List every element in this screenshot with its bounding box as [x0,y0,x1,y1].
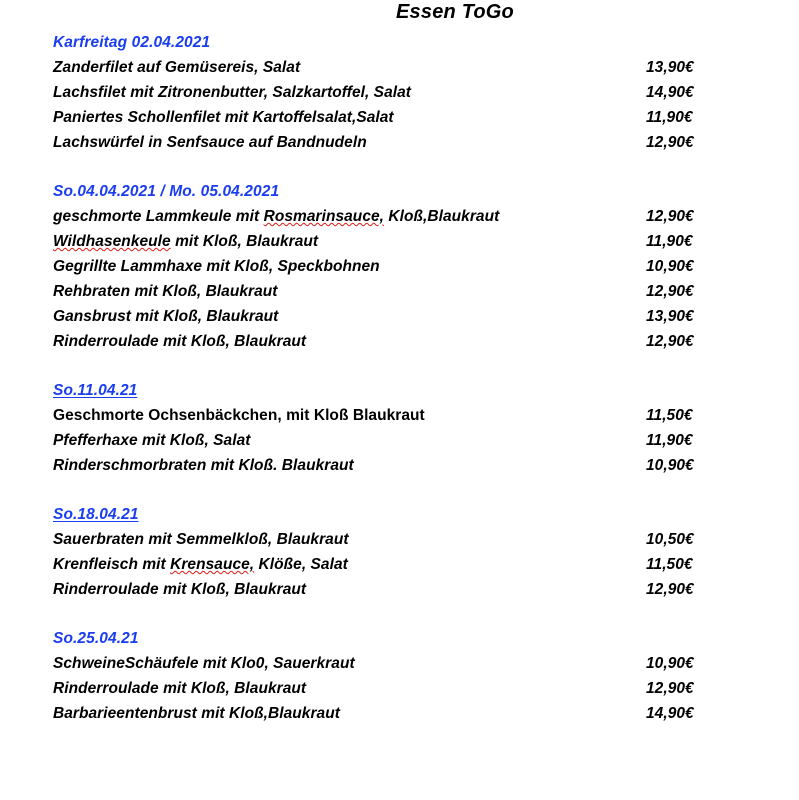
menu-section [53,179,747,354]
menu-item-row [53,279,747,304]
spellcheck-underlined-word: Wildhasenkeule [53,233,171,250]
menu-item-row [53,403,747,428]
menu-section [53,30,747,155]
section-date-header: So.04.04.2021 / Mo. 05.04.2021 [53,183,280,200]
menu-item-price: 11,50€ [646,556,693,573]
menu-item-price: 11,90€ [646,233,693,250]
menu-item-name: Gegrillte Lammhaxe mit Kloß, Speckbohnen [53,258,380,275]
section-date-header: So.25.04.21 [53,630,139,647]
section-items [53,651,747,726]
menu-item-row [53,204,747,229]
page-title: Essen ToGo [396,1,514,23]
menu-item-price: 10,90€ [646,457,694,474]
menu-item-row [53,130,747,155]
menu-item-price: 13,90€ [646,59,694,76]
menu-item-price: 12,90€ [646,283,694,300]
menu-item-row [53,577,747,602]
menu-item-name: Paniertes Schollenfilet mit Kartoffelsalat,Salat [53,109,394,126]
menu-item-row [53,552,747,577]
menu-item-name: Zanderfilet auf Gemüsereis, Salat [53,59,301,76]
menu-item-name: SchweineSchäufele mit Klo0, Sauerkraut [53,655,355,672]
menu-item-row [53,254,747,279]
menu-sections-container [53,30,747,726]
menu-item-name-segment: mit Kloß, Blaukraut [170,233,319,250]
menu-item-name: Barbarieentenbrust mit Kloß,Blaukraut [53,705,340,722]
menu-item-name-segment: Krenfleisch mit [53,556,171,573]
menu-item-name: Sauerbraten mit Semmelkloß, Blaukraut [53,531,349,548]
menu-item-row [53,676,747,701]
section-items [53,55,747,155]
menu-section [53,378,747,478]
menu-item-row [53,229,747,254]
menu-item-row [53,651,747,676]
menu-item-name: Rinderroulade mit Kloß, Blaukraut [53,333,307,350]
menu-item-name: Rinderroulade mit Kloß, Blaukraut [53,581,307,598]
menu-item-price: 14,90€ [646,705,694,722]
menu-item-row [53,453,747,478]
menu-section [53,626,747,726]
menu-item-price: 12,90€ [646,333,694,350]
menu-item-row [53,80,747,105]
menu-item-price: 13,90€ [646,308,694,325]
menu-item-name: Geschmorte Ochsenbäckchen, mit Kloß Blaukraut [53,407,425,424]
spellcheck-underlined-word: Krensauce, [170,556,255,573]
menu-item-price: 12,90€ [646,680,694,697]
menu-item-price: 11,90€ [646,109,693,126]
menu-item-name: Lachswürfel in Senfsauce auf Bandnudeln [53,134,367,151]
menu-item-name [53,552,348,577]
menu-item-row [53,55,747,80]
section-items [53,527,747,602]
menu-item-name: Lachsfilet mit Zitronenbutter, Salzkartoffel, Salat [53,84,411,101]
menu-item-name: Rinderschmorbraten mit Kloß. Blaukraut [53,457,354,474]
menu-item-row [53,105,747,130]
menu-item-name-segment: Kloß,Blaukraut [384,208,500,225]
section-items [53,204,747,354]
menu-item-name-segment: Klöße, Salat [254,556,348,573]
menu-item-name [53,229,318,254]
menu-item-price: 12,90€ [646,134,694,151]
menu-item-name [53,204,499,229]
menu-item-name-segment: geschmorte Lammkeule mit [53,208,264,225]
menu-item-price: 10,90€ [646,258,694,275]
menu-item-name: Rehbraten mit Kloß, Blaukraut [53,283,278,300]
menu-item-row [53,329,747,354]
menu-item-name: Pfefferhaxe mit Kloß, Salat [53,432,251,449]
menu-item-row [53,304,747,329]
spellcheck-underlined-word: Rosmarinsauce, [263,208,385,225]
section-date-header: So.11.04.21 [53,382,138,399]
menu-item-price: 11,90€ [646,432,693,449]
section-date-header: So.18.04.21 [53,506,139,523]
menu-item-row [53,527,747,552]
menu-item-price: 12,90€ [646,581,694,598]
menu-item-name: Rinderroulade mit Kloß, Blaukraut [53,680,307,697]
menu-item-price: 12,90€ [646,208,694,225]
menu-item-price: 14,90€ [646,84,694,101]
menu-item-row [53,428,747,453]
menu-section [53,502,747,602]
menu-item-price: 10,90€ [646,655,694,672]
menu-item-price: 10,50€ [646,531,694,548]
menu-item-price: 11,50€ [646,407,693,424]
section-items [53,403,747,478]
menu-item-name: Gansbrust mit Kloß, Blaukraut [53,308,279,325]
menu-item-row [53,701,747,726]
section-date-header: Karfreitag 02.04.2021 [53,34,211,51]
